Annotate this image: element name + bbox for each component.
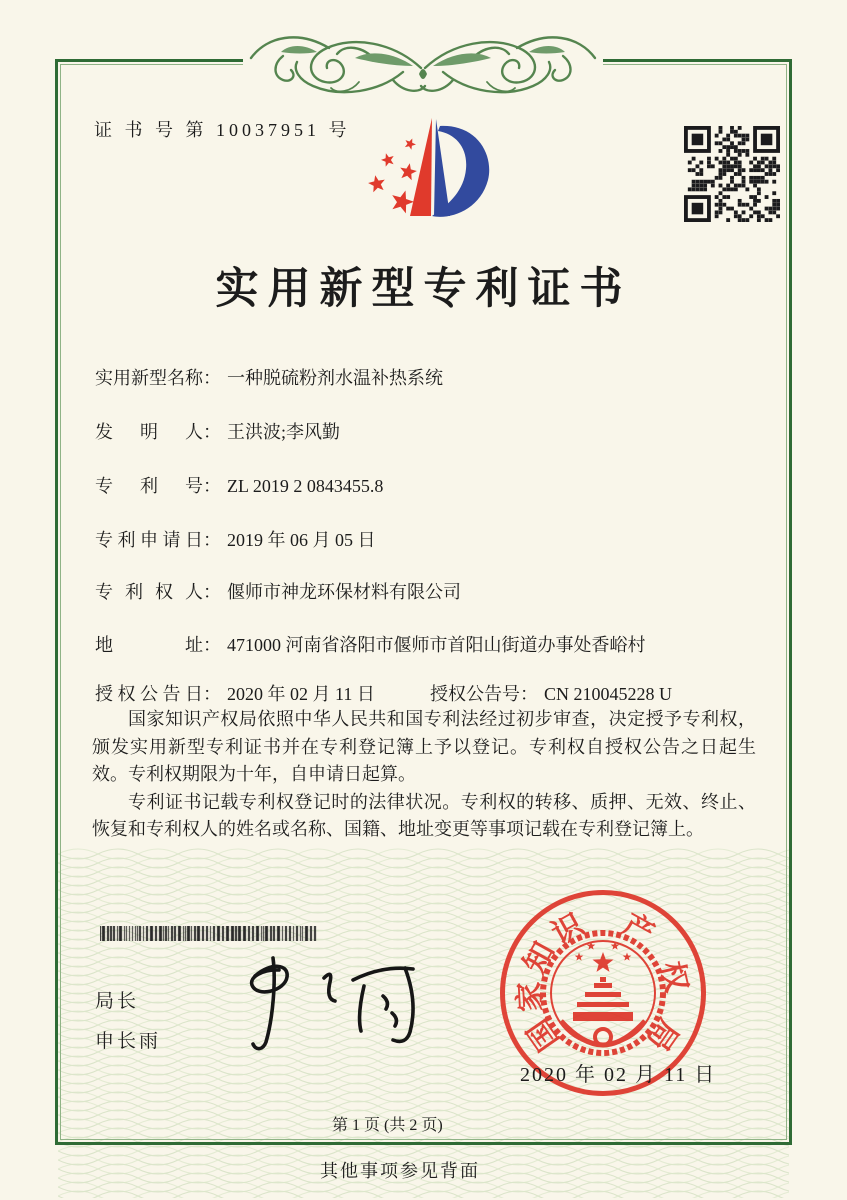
- field-value: CN 210045228 U: [544, 684, 673, 704]
- page-indicator: 第 1 页 (共 2 页): [332, 1117, 443, 1134]
- field-value: 2020 年 02 月 11 日: [227, 684, 375, 704]
- field-row-name: [95, 364, 443, 390]
- qr-code: [684, 126, 780, 222]
- seal-date: 2020 年 02 月 11 日: [520, 1064, 717, 1086]
- colon: ：: [520, 684, 538, 704]
- field-value: 一种脱硫粉剂水温补热系统: [227, 368, 443, 388]
- legal-paragraph-2: 专利证书记载专利权登记时的法律状况。专利权的转移、质押、无效、终止、恢复和专利权人的姓名或名称、国籍、地址变更等事项记载在专利登记簿上。: [92, 791, 756, 839]
- field-row-inventors: [95, 418, 340, 444]
- colon: ：: [203, 684, 221, 704]
- seal-char: 局: [640, 1012, 685, 1057]
- top-flourish-ornament-icon: [243, 22, 603, 110]
- field-row-patentee: [95, 578, 461, 604]
- certificate-title: 实用新型专利证书: [215, 266, 632, 313]
- field-label: 专利权人: [95, 582, 203, 602]
- barcode: [100, 926, 318, 941]
- field-row-patent-number: [95, 472, 383, 498]
- seal-char: 权: [654, 958, 694, 996]
- field-value: ZL 2019 2 0843455.8: [227, 476, 384, 496]
- director-signature: [225, 950, 440, 1062]
- seal-char: 知: [517, 936, 562, 979]
- field-row-filing-date: [95, 526, 376, 552]
- colon: ：: [203, 530, 221, 550]
- colon: ：: [203, 476, 221, 496]
- colon: ：: [203, 635, 221, 655]
- field-label: 授权公告日: [95, 684, 203, 704]
- seal-char: 识: [546, 907, 589, 952]
- certificate-number: 证 书 号 第 10037951 号: [94, 120, 351, 140]
- seal-char: 家: [513, 980, 548, 1013]
- cnipa-logo-icon: [328, 104, 523, 232]
- seal-char: 产: [617, 907, 660, 952]
- field-label: 实用新型名称: [95, 368, 203, 388]
- seal-char: 国: [521, 1012, 566, 1057]
- legal-paragraph-1: 国家知识产权局依照中华人民共和国专利法经过初步审查，决定授予专利权，颁发实用新型专利证书并在专利登记簿上予以登记。专利权自授权公告之日起生效。专利权期限为十年，自申请日起算。: [92, 709, 756, 784]
- colon: ：: [203, 422, 221, 442]
- colon: ：: [203, 582, 221, 602]
- legal-text-block: [92, 706, 756, 844]
- officer-name: 申长雨: [95, 1031, 162, 1052]
- field-label: 专利号: [95, 476, 203, 496]
- field-value: 偃师市神龙环保材料有限公司: [227, 582, 461, 602]
- field-value: 2019 年 06 月 05 日: [227, 530, 376, 550]
- field-row-grant-date: [95, 680, 673, 706]
- officer-title: 局长: [95, 991, 140, 1012]
- colon: ：: [203, 368, 221, 388]
- back-side-note: 其他事项参见背面: [320, 1161, 480, 1181]
- field-grant-number: [430, 680, 672, 706]
- field-label: 专利申请日: [95, 530, 203, 550]
- field-value: 王洪波;李风勤: [227, 422, 341, 442]
- field-label: 授权公告号: [430, 684, 520, 704]
- field-row-address: [95, 631, 646, 657]
- field-value: 471000 河南省洛阳市偃师市首阳山街道办事处香峪村: [227, 635, 646, 655]
- field-label: 发明人: [95, 422, 203, 442]
- field-label: 地址: [95, 635, 203, 655]
